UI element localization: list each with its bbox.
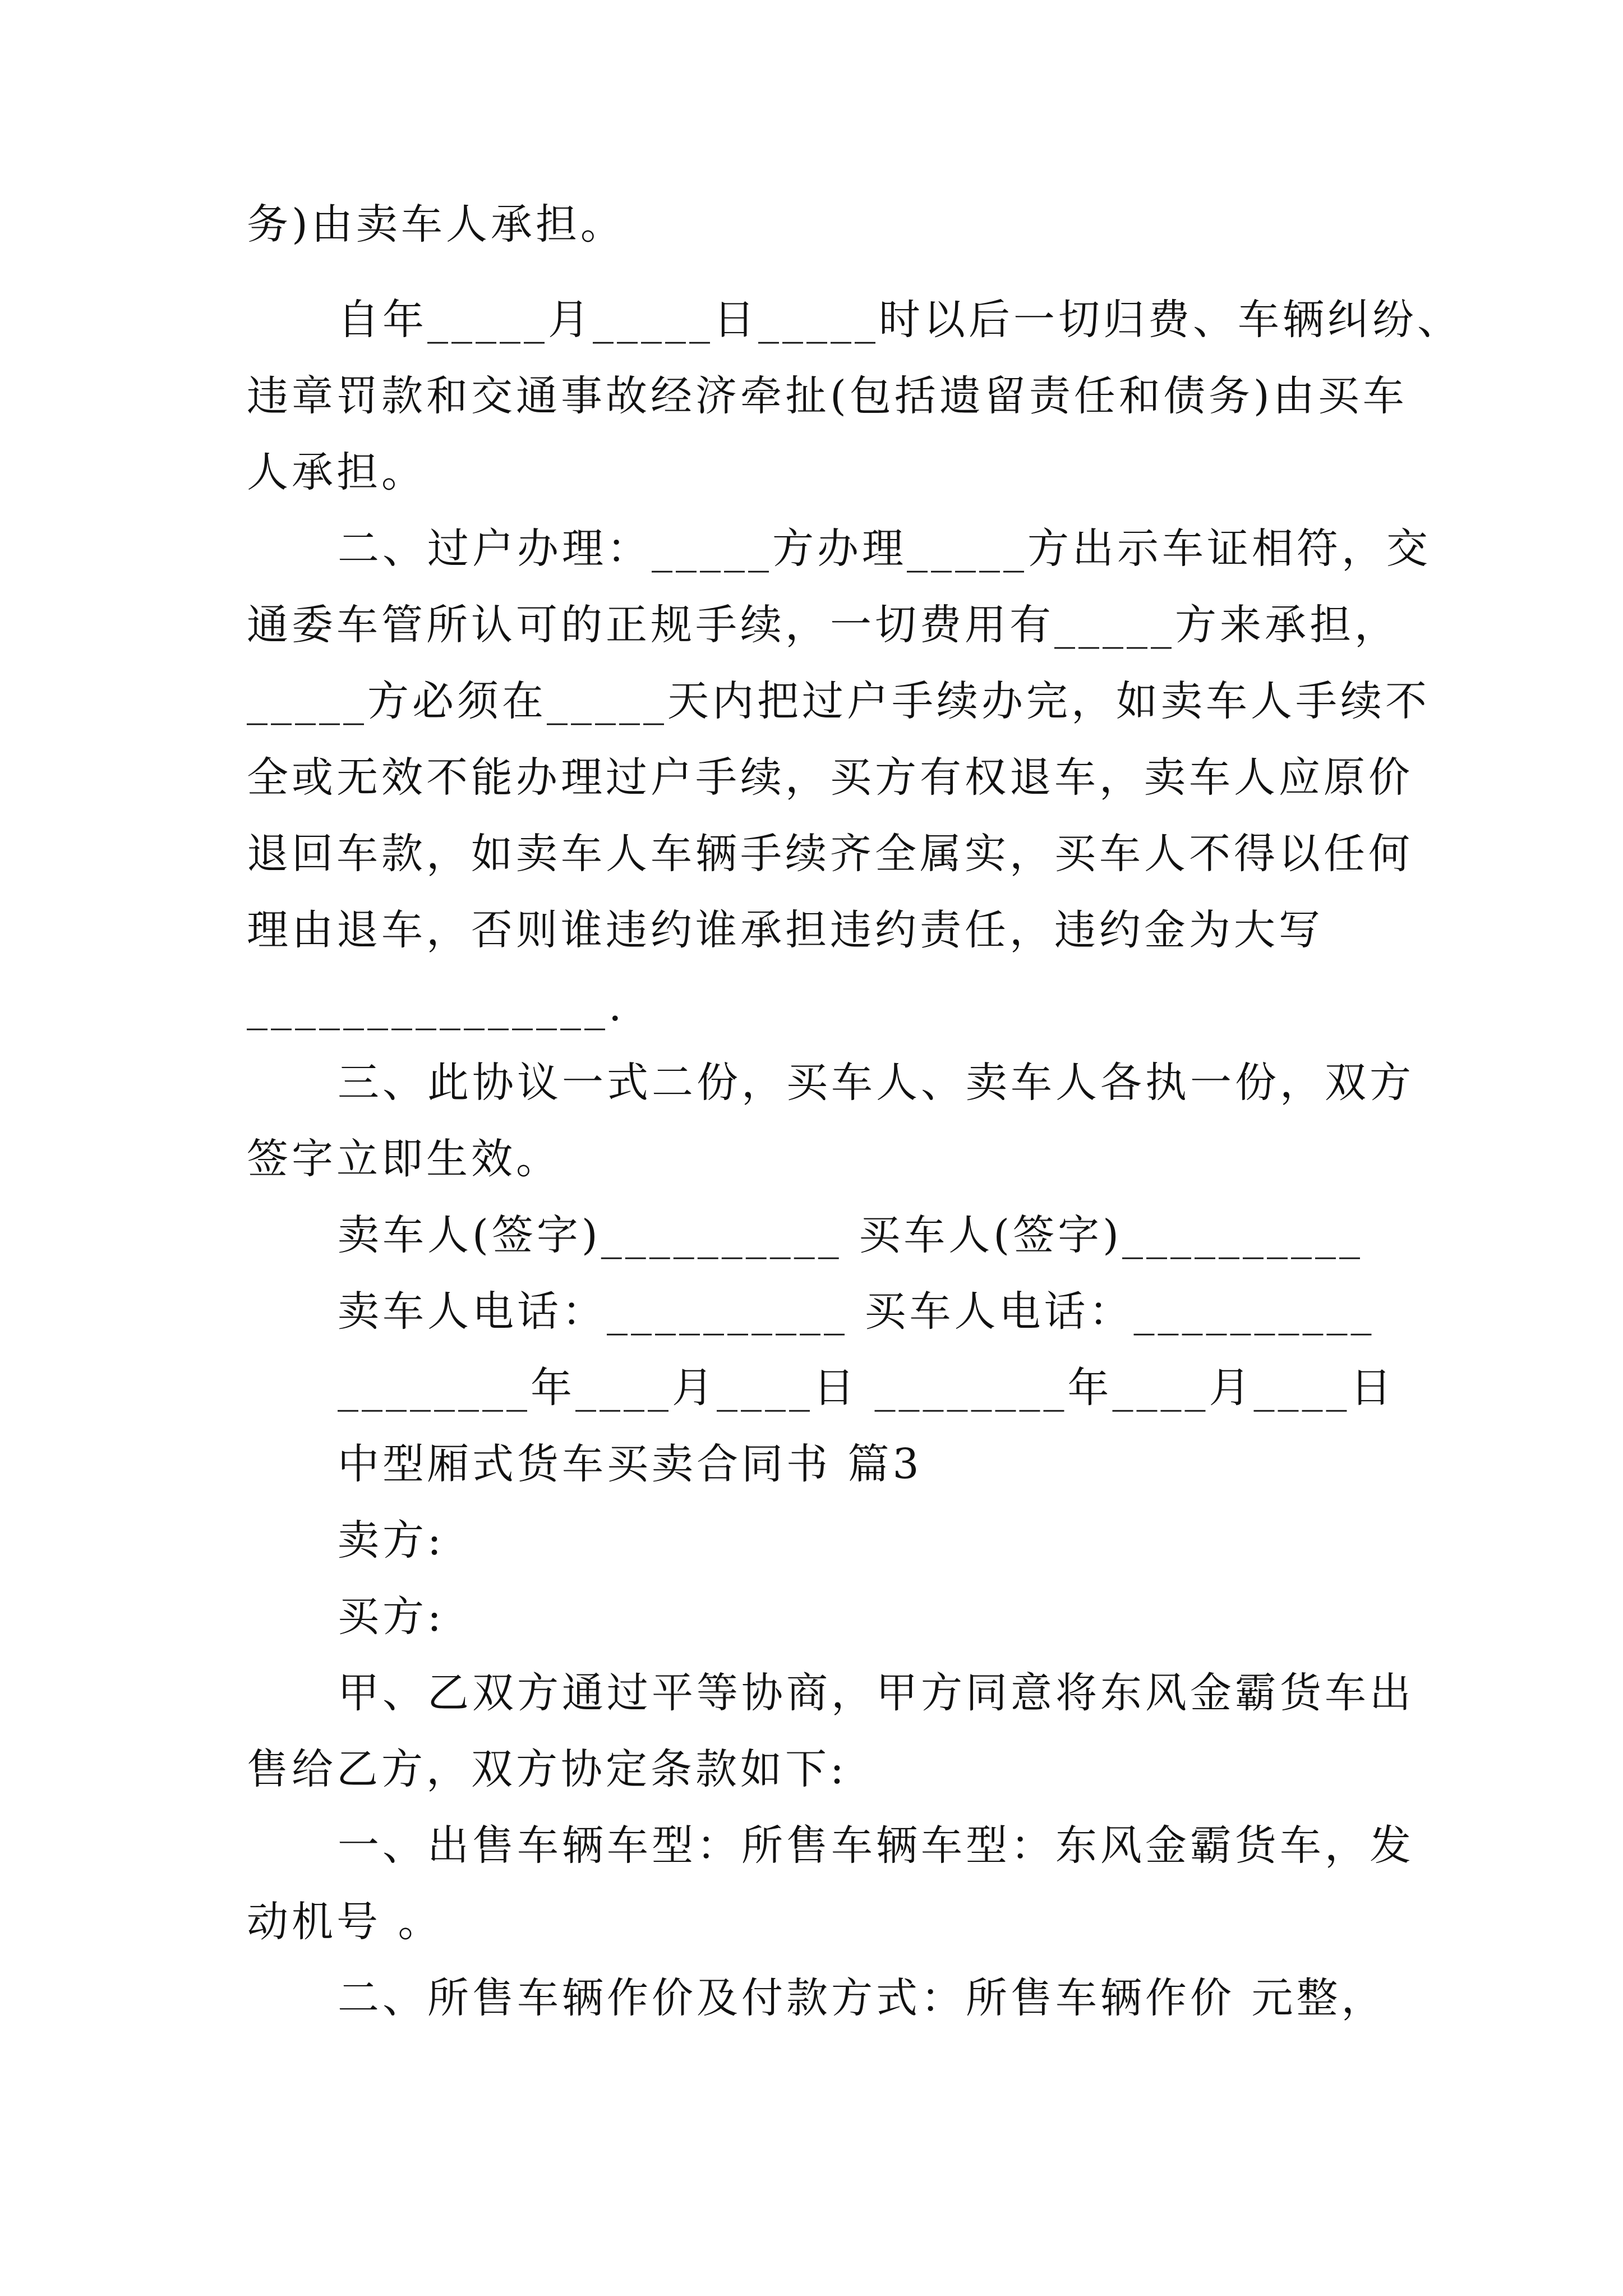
text-line: _______________.	[247, 982, 625, 1030]
text-line: 人承担。	[247, 448, 426, 496]
text-line: 理由退车，否则谁违约谁承担违约责任，违约金为大写	[247, 906, 1324, 954]
text-line: 签字立即生效。	[247, 1135, 561, 1183]
text-line: 全或无效不能办理过户手续，买方有权退车，卖车人应原价	[247, 753, 1413, 802]
text-line: 退回车款，如卖车人车辆手续齐全属实，买车人不得以任何	[247, 830, 1413, 878]
text-line: 通委车管所认可的正规手续，一切费用有_____方来承担，	[247, 601, 1399, 649]
text-line: 二、过户办理：_____方办理_____方出示车证相符，交	[338, 524, 1431, 573]
text-line: 甲、乙双方通过平等协商，甲方同意将东风金霸货车出	[338, 1669, 1414, 1717]
date-line: ________年____月____日 ________年____月____日	[338, 1364, 1395, 1412]
text-line: 买方:	[338, 1593, 445, 1641]
text-line: 自年_____月_____日_____时以后一切归费、车辆纠纷、	[338, 296, 1462, 344]
signature-line: 卖车人(签字)__________ 买车人(签字)__________	[338, 1211, 1364, 1259]
text-line: 务)由卖车人承担。	[247, 200, 625, 249]
phone-line: 卖车人电话：__________ 买车人电话：__________	[338, 1287, 1375, 1336]
text-line: 动机号 。	[247, 1898, 443, 1946]
text-line: 售给乙方，双方协定条款如下:	[247, 1745, 847, 1793]
text-line: 卖方:	[338, 1516, 445, 1565]
section-heading: 中型厢式货车买卖合同书 篇3	[338, 1440, 923, 1488]
text-line: 违章罚款和交通事故经济牵扯(包括遗留责任和债务)由买车	[247, 372, 1408, 420]
text-line: 三、此协议一式二份，买车人、卖车人各执一份，双方	[338, 1059, 1414, 1107]
text-line: _____方必须在_____天内把过户手续办完，如卖车人手续不	[247, 677, 1430, 725]
text-line: 二、所售车辆作价及付款方式：所售车辆作价 元整，	[338, 1974, 1386, 2022]
text-line: 一、出售车辆车型：所售车辆车型：东风金霸货车，发	[338, 1821, 1414, 1870]
